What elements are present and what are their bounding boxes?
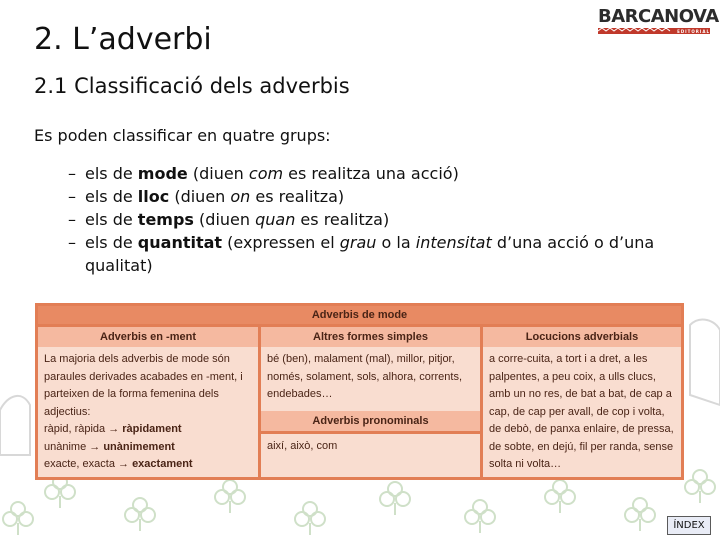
slide-title: 2. L’adverbi <box>34 22 212 57</box>
simple-forms-text: bé (ben), malament (mal), millor, pitjor, només, solament, sols, alhora, corrents, endebades… <box>267 353 463 400</box>
example-row: ràpid, ràpida → ràpidament <box>44 423 182 435</box>
column-header-simple: Altres formes simples <box>261 327 480 347</box>
column-ment-adverbs <box>38 327 258 477</box>
adverbial-phrases-text: a corre-cuita, a tort i a dret, a les palpentes, a peu coix, a ulls clucs, amb un no res, de bat a bat, de cap a cap, de cap per avall, de cop i volta, de debò, de panxa enlaire, de pressa, de sobte, en dejú, fil per randa, sense solta ni volta… <box>489 353 674 470</box>
pronominal-text: així, això, com <box>261 431 480 459</box>
adverb-groups-list <box>68 162 688 277</box>
logo-subtext: EDITORIAL <box>677 29 710 34</box>
example-row: exacte, exacta → exactament <box>44 458 193 470</box>
barcanova-logo <box>596 4 719 38</box>
column-header-phrases: Locucions adverbials <box>483 327 681 347</box>
example-row: unànime → unànimement <box>44 440 175 453</box>
list-item-mode: – els de mode (diuen com es realitza una acció) <box>68 164 459 183</box>
ment-description: La majoria dels adverbis de mode són paraules derivades acabades en -ment, i parteixen de la forma femenina dels adjectius: <box>44 353 243 418</box>
list-item-time: – els de temps (diuen quan es realitza) <box>68 210 390 229</box>
adverbs-of-mode-table <box>35 303 684 480</box>
column-header-ment: Adverbis en -ment <box>38 327 258 347</box>
index-button[interactable]: ÍNDEX <box>667 516 711 535</box>
intro-text: Es poden classificar en quatre grups: <box>34 126 331 145</box>
column-simple-forms <box>261 327 480 477</box>
logo-text: BARCANOVA <box>598 6 719 27</box>
list-item-place: – els de lloc (diuen on es realitza) <box>68 187 345 206</box>
table-title: Adverbis de mode <box>38 306 681 324</box>
slide-subtitle: 2.1 Classificació dels adverbis <box>34 74 350 98</box>
subheader-pronominal: Adverbis pronominals <box>261 411 480 431</box>
list-item-quantity: – els de quantitat (expressen el grau o la intensitat d’una acció o d’una qualitat) <box>68 233 655 275</box>
column-adverbial-phrases <box>483 327 681 477</box>
